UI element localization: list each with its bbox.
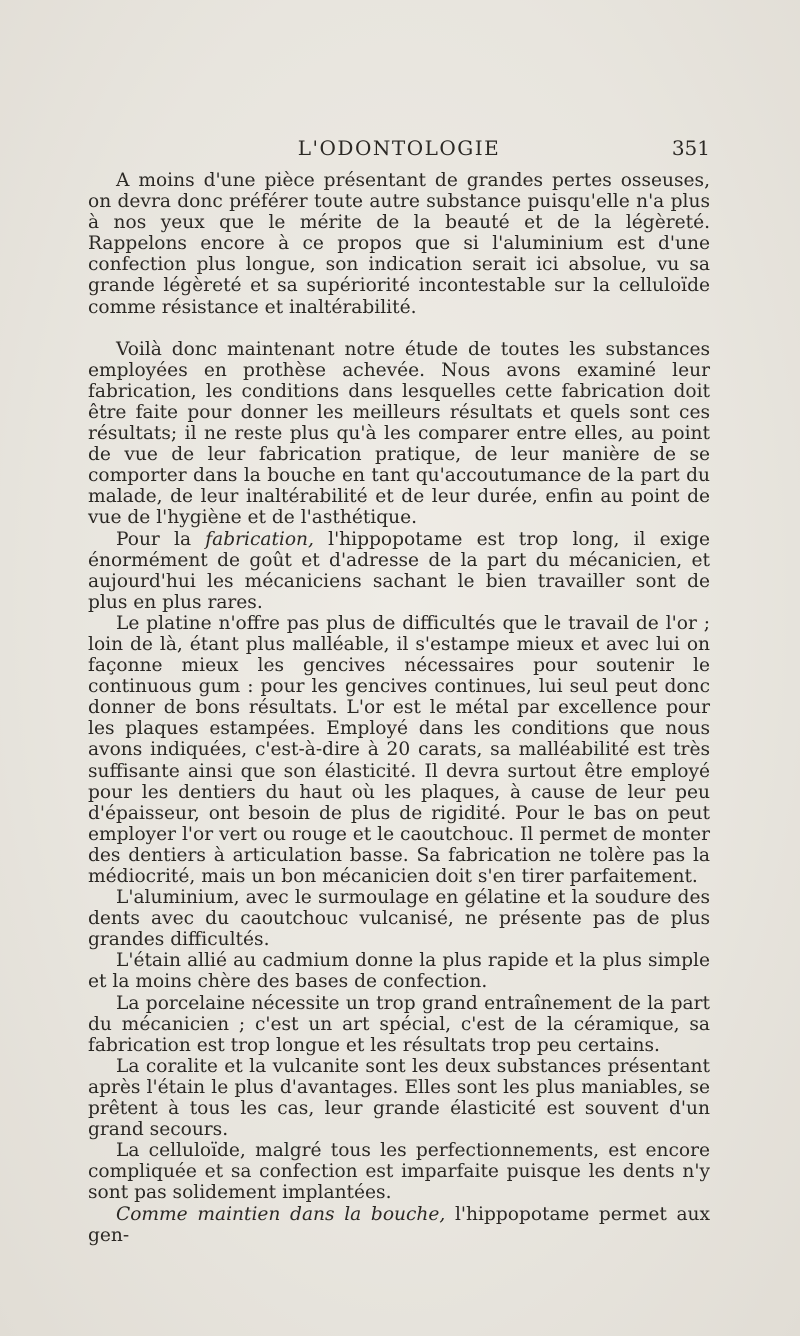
- paragraph-8: La coralite et la vulcanite sont les deux substances présentant après l'étain le plus d'avantages. Elles sont les plus maniables, se prêtent à tous les cas, leur grande élasticité est souvent d'un grand secours.: [88, 1055, 710, 1141]
- running-header: [88, 136, 710, 166]
- paragraph-10-rest: l'hippopotame permet aux gen-: [88, 1203, 711, 1246]
- paragraph-1: A moins d'une pièce présentant de grandes pertes osseuses, on devra donc préférer toute autre substance puisqu'elle n'a plus à nos yeux que le mérite de la beauté et de la légèreté. Rappelons encore à ce propos que si l'aluminium est d'une confection plus longue, son indication serait ici absolue, vu sa grande légèreté et sa supériorité incontestable sur la celluloïde comme résistance et inaltérabilité.: [88, 170, 710, 318]
- page-number: 351: [671, 136, 710, 160]
- body-text: [88, 170, 710, 1246]
- running-title: L'ODONTOLOGIE: [297, 136, 501, 160]
- paragraph-6: L'étain allié au cadmium donne la plus rapide et la plus simple et la moins chère des bases de confection.: [88, 950, 710, 993]
- paragraph-4: Le platine n'offre pas plus de difficultés que le travail de l'or ; loin de là, étant plus malléable, il s'estampe mieux et avec lui on façonne mieux les gencives nécessaires pour soutenir le continuous gum : pour les gencives continues, lui seul peut donc donner de bons résultats. L'or est le métal par excellence pour les plaques estampées. Employé dans les conditions que nous avons indiquées, c'est-à-dire à 20 carats, sa malléabilité est très suffisante ainsi que son élasticité. Il devra surtout être employé pour les dentiers du haut où les plaques, à cause de leur peu d'épaisseur, ont besoin de plus de rigidité. Pour le bas on peut employer l'or vert ou rouge et le caoutchouc. Il permet de monter des dentiers à articulation basse. Sa fabrication ne tolère pas la médiocrité, mais un bon mécanicien doit s'en tirer parfaitement.: [88, 612, 710, 887]
- paragraph-10-emphasis: Comme maintien dans la bouche,: [116, 1203, 446, 1225]
- paragraph-10: [88, 1204, 710, 1246]
- paragraph-3: [88, 529, 710, 613]
- paragraph-9: La celluloïde, malgré tous les perfectionnements, est encore compliquée et sa confection est imparfaite puisque les dents n'y sont pas solidement implantées.: [88, 1140, 710, 1204]
- paragraph-7: La porcelaine nécessite un trop grand entraînement de la part du mécanicien ; c'est un art spécial, c'est de la céramique, sa fabrication est trop longue et les résultats trop peu certains.: [88, 992, 710, 1056]
- paragraph-2: Voilà donc maintenant notre étude de toutes les substances employées en prothèse achevée. Nous avons examiné leur fabrication, les conditions dans lesquelles cette fabrication doit être faite pour donner les meilleurs résultats et quels sont ces résultats; il ne reste plus qu'à les comparer entre elles, au point de vue de leur fabrication pratique, de leur manière de se comporter dans la bouche en tant qu'accoutumance de la part du malade, de leur inaltérabilité et de leur durée, enfin au point de vue de l'hygiène et de l'asthétique.: [88, 338, 710, 529]
- paragraph-5: L'aluminium, avec le surmoulage en gélatine et la soudure des dents avec du caoutchouc vulcanisé, ne présente pas de plus grandes difficultés.: [88, 887, 710, 951]
- paragraph-3-lead: Pour la: [116, 528, 206, 550]
- paragraph-3-emphasis: fabrication,: [205, 528, 314, 550]
- paragraph-3-rest: l'hippopotame est trop long, il exige énormément de goût et d'adresse de la part du mécanicien, et aujourd'hui les mécaniciens sachant le bien travailler sont de plus en plus rares.: [88, 528, 710, 613]
